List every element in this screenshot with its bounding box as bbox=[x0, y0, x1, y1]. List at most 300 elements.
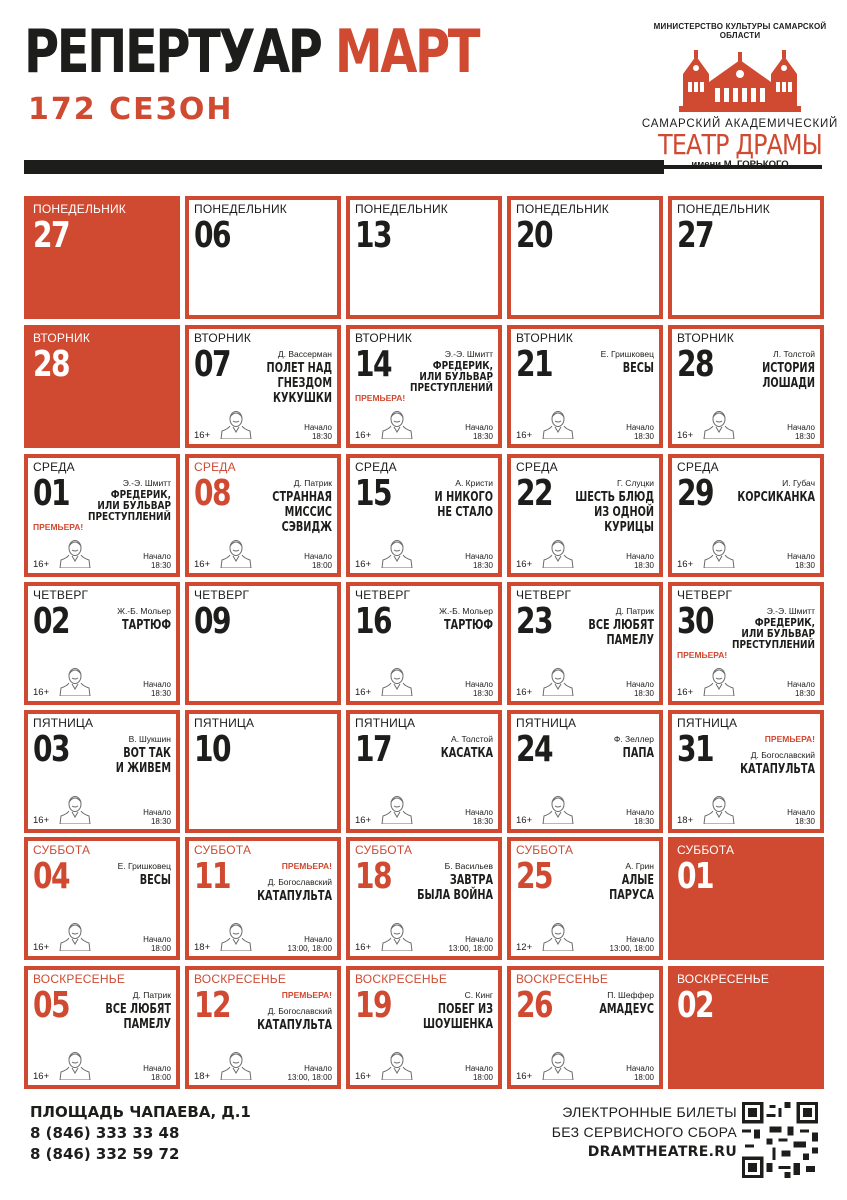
date-number: 13 bbox=[355, 215, 391, 256]
performance-info bbox=[220, 861, 332, 904]
weekday-label: ЧЕТВЕРГ bbox=[677, 588, 733, 602]
date-number: 27 bbox=[677, 215, 713, 256]
start-time bbox=[626, 1064, 654, 1082]
date-number: 09 bbox=[194, 601, 230, 642]
calendar-day-cell[interactable] bbox=[24, 837, 180, 960]
start-time bbox=[143, 1064, 171, 1082]
play-author: Ж.-Б. Мольер bbox=[117, 606, 171, 616]
date-number: 02 bbox=[33, 601, 69, 642]
age-rating: 16+ bbox=[33, 1071, 50, 1082]
gorky-bust-icon bbox=[219, 921, 253, 956]
calendar-day-cell[interactable] bbox=[507, 325, 663, 448]
play-author: И. Губач bbox=[782, 478, 815, 488]
start-time-value: 18:30 bbox=[794, 816, 815, 826]
play-author: Д. Богославский bbox=[267, 1006, 332, 1016]
performance-info bbox=[703, 606, 815, 651]
play-author: Э.-Э. Шмитт bbox=[766, 606, 815, 616]
start-time bbox=[787, 552, 815, 570]
play-author: Б. Васильев bbox=[444, 861, 493, 871]
age-rating: 16+ bbox=[516, 1071, 533, 1082]
performance-info bbox=[542, 990, 654, 1017]
calendar-day-cell[interactable] bbox=[507, 710, 663, 833]
calendar-day-cell bbox=[185, 710, 341, 833]
academic-label: САМАРСКИЙ АКАДЕМИЧЕСКИЙ bbox=[641, 118, 839, 130]
weekday-label: ВТОРНИК bbox=[355, 331, 413, 345]
calendar-day-cell[interactable] bbox=[507, 582, 663, 705]
premiere-badge: ПРЕМЬЕРА! bbox=[355, 393, 406, 403]
play-author: А. Кристи bbox=[455, 478, 493, 488]
date-number: 16 bbox=[355, 601, 391, 642]
gorky-bust-icon bbox=[702, 794, 736, 829]
play-author: П. Шеффер bbox=[607, 990, 654, 1000]
performance-info bbox=[59, 734, 171, 776]
calendar-day-cell[interactable] bbox=[346, 710, 502, 833]
calendar-day-cell bbox=[668, 837, 824, 960]
calendar-day-cell[interactable] bbox=[668, 710, 824, 833]
performance-info bbox=[542, 606, 654, 648]
weekday-label: ЧЕТВЕРГ bbox=[355, 588, 411, 602]
start-label: Начало bbox=[143, 679, 171, 689]
play-title[interactable]: СТРАННАЯ МИССИС СЭВИДЖ bbox=[272, 489, 332, 536]
performance-info bbox=[703, 349, 815, 391]
play-author: А. Толстой bbox=[451, 734, 493, 744]
age-rating: 16+ bbox=[355, 942, 372, 953]
date-number: 04 bbox=[33, 856, 69, 897]
start-time-value: 18:00 bbox=[150, 943, 171, 953]
gorky-bust-icon bbox=[58, 794, 92, 829]
calendar-day-cell[interactable] bbox=[668, 454, 824, 577]
play-author: Д. Патрик bbox=[615, 606, 654, 616]
gorky-bust-icon bbox=[541, 921, 575, 956]
weekday-label: ЧЕТВЕРГ bbox=[516, 588, 572, 602]
play-title[interactable]: АЛЫЕ ПАРУСА bbox=[609, 872, 654, 904]
gorky-bust-icon bbox=[380, 409, 414, 444]
start-label: Начало bbox=[465, 807, 493, 817]
age-rating: 18+ bbox=[194, 942, 211, 953]
start-time-value: 13:00, 18:00 bbox=[609, 943, 654, 953]
start-label: Начало bbox=[304, 551, 332, 561]
play-title[interactable]: ТАРТЮФ bbox=[122, 617, 171, 634]
ministry-label: МИНИСТЕРСТВО КУЛЬТУРЫ САМАРСКОЙ ОБЛАСТИ bbox=[653, 22, 827, 40]
weekday-label: ВОСКРЕСЕНЬЕ bbox=[355, 972, 448, 986]
weekday-label: ВТОРНИК bbox=[516, 331, 574, 345]
date-number: 30 bbox=[677, 601, 713, 642]
play-author: Э.-Э. Шмитт bbox=[122, 478, 171, 488]
theatre-building-icon bbox=[675, 48, 805, 114]
play-title[interactable]: ПАПА bbox=[622, 745, 654, 762]
weekday-label: ПЯТНИЦА bbox=[516, 716, 577, 730]
play-title[interactable]: КАТАПУЛЬТА bbox=[257, 888, 332, 905]
weekday-label: СУББОТА bbox=[355, 843, 413, 857]
play-title[interactable]: ПОБЕГ ИЗ ШОУШЕНКА bbox=[422, 1001, 493, 1033]
start-label: Начало bbox=[465, 422, 493, 432]
premiere-badge: ПРЕМЬЕРА! bbox=[677, 650, 728, 660]
date-number: 11 bbox=[194, 856, 230, 897]
performance-info bbox=[542, 349, 654, 376]
start-time bbox=[465, 680, 493, 698]
calendar-day-cell[interactable] bbox=[185, 325, 341, 448]
play-title[interactable]: АМАДЕУС bbox=[599, 1001, 654, 1018]
weekday-label: ЧЕТВЕРГ bbox=[194, 588, 250, 602]
gorky-bust-icon bbox=[58, 1050, 92, 1085]
age-rating: 16+ bbox=[194, 430, 211, 441]
title-main: РЕПЕРТУАР bbox=[24, 17, 321, 87]
play-author: Е. Гришковец bbox=[117, 861, 171, 871]
calendar-day-cell[interactable] bbox=[668, 582, 824, 705]
calendar-day-cell[interactable] bbox=[346, 325, 502, 448]
weekday-label: ПОНЕДЕЛЬНИК bbox=[33, 202, 126, 216]
start-time bbox=[304, 423, 332, 441]
calendar-day-cell[interactable] bbox=[346, 582, 502, 705]
performance-info bbox=[542, 734, 654, 761]
theatre-name: ТЕАТР ДРАМЫ bbox=[658, 128, 822, 161]
start-time-value: 18:30 bbox=[150, 688, 171, 698]
start-label: Начало bbox=[465, 679, 493, 689]
start-time-value: 13:00, 18:00 bbox=[287, 1072, 332, 1082]
start-label: Начало bbox=[143, 934, 171, 944]
weekday-label: ВТОРНИК bbox=[194, 331, 252, 345]
play-author: Е. Гришковец bbox=[600, 349, 654, 359]
weekday-label: СРЕДА bbox=[33, 460, 75, 474]
tickets-line-1: ЭЛЕКТРОННЫЕ БИЛЕТЫ bbox=[562, 1104, 737, 1120]
age-rating: 16+ bbox=[33, 942, 50, 953]
start-label: Начало bbox=[626, 551, 654, 561]
start-time bbox=[610, 935, 654, 953]
age-rating: 16+ bbox=[355, 815, 372, 826]
gorky-bust-icon bbox=[219, 409, 253, 444]
age-rating: 18+ bbox=[194, 1071, 211, 1082]
gorky-bust-icon bbox=[541, 538, 575, 573]
start-label: Начало bbox=[465, 934, 493, 944]
start-time-value: 18:30 bbox=[150, 816, 171, 826]
play-title[interactable]: ШЕСТЬ БЛЮД ИЗ ОДНОЙ КУРИЦЫ bbox=[575, 489, 654, 536]
start-label: Начало bbox=[143, 807, 171, 817]
date-number: 07 bbox=[194, 344, 230, 385]
calendar-day-cell[interactable] bbox=[24, 582, 180, 705]
calendar-day-cell[interactable] bbox=[507, 454, 663, 577]
start-time bbox=[465, 808, 493, 826]
performance-info bbox=[220, 990, 332, 1033]
date-number: 03 bbox=[33, 729, 69, 770]
season-label: 172 СЕЗОН bbox=[28, 92, 234, 127]
age-rating: 16+ bbox=[355, 430, 372, 441]
gorky-bust-icon bbox=[58, 666, 92, 701]
start-time bbox=[465, 423, 493, 441]
start-time-value: 18:30 bbox=[794, 560, 815, 570]
start-label: Начало bbox=[626, 807, 654, 817]
weekday-label: ЧЕТВЕРГ bbox=[33, 588, 89, 602]
contact-block bbox=[30, 1102, 251, 1165]
phone-1[interactable]: 8 (846) 333 33 48 bbox=[30, 1124, 180, 1142]
weekday-label: ПОНЕДЕЛЬНИК bbox=[677, 202, 770, 216]
date-number: 26 bbox=[516, 985, 552, 1026]
play-title[interactable]: ВСЕ ЛЮБЯТ ПАМЕЛУ bbox=[105, 1001, 171, 1033]
play-author: Д. Патрик bbox=[293, 478, 332, 488]
calendar-day-cell bbox=[24, 325, 180, 448]
premiere-badge: ПРЕМЬЕРА! bbox=[33, 522, 84, 532]
date-number: 27 bbox=[33, 215, 69, 256]
weekday-label: ВОСКРЕСЕНЬЕ bbox=[677, 972, 770, 986]
play-title[interactable]: ФРЕДЕРИК, ИЛИ БУЛЬВАР ПРЕСТУПЛЕНИЙ bbox=[731, 617, 815, 652]
repertoire-calendar-grid bbox=[24, 196, 824, 1088]
title-month: МАРТ bbox=[334, 17, 479, 87]
weekday-label: ПЯТНИЦА bbox=[355, 716, 416, 730]
gorky-bust-icon bbox=[541, 666, 575, 701]
age-rating: 16+ bbox=[516, 430, 533, 441]
start-time-value: 18:30 bbox=[311, 431, 332, 441]
theatre-logo[interactable] bbox=[640, 22, 840, 170]
age-rating: 16+ bbox=[194, 559, 211, 570]
start-time-value: 18:00 bbox=[633, 1072, 654, 1082]
gorky-bust-icon bbox=[702, 538, 736, 573]
age-rating: 16+ bbox=[33, 815, 50, 826]
gorky-bust-icon bbox=[380, 794, 414, 829]
start-time bbox=[787, 680, 815, 698]
gorky-bust-icon bbox=[380, 538, 414, 573]
start-time-value: 18:00 bbox=[150, 1072, 171, 1082]
performance-info bbox=[220, 349, 332, 407]
performance-info bbox=[703, 478, 815, 505]
play-title[interactable]: ЗАВТРА БЫЛА ВОЙНА bbox=[417, 872, 493, 904]
tickets-block bbox=[552, 1102, 737, 1162]
date-number: 24 bbox=[516, 729, 552, 770]
play-title[interactable]: ВЕСЫ bbox=[139, 872, 171, 889]
play-title[interactable]: ТАРТЮФ bbox=[444, 617, 493, 634]
play-author: Д. Богославский bbox=[267, 877, 332, 887]
play-author: Ж.-Б. Мольер bbox=[439, 606, 493, 616]
play-author: Г. Слуцки bbox=[617, 478, 654, 488]
page-title bbox=[24, 17, 479, 87]
date-number: 08 bbox=[194, 473, 230, 514]
gorky-bust-icon bbox=[380, 666, 414, 701]
weekday-label: ВОСКРЕСЕНЬЕ bbox=[516, 972, 609, 986]
play-title[interactable]: КАТАПУЛЬТА bbox=[257, 1017, 332, 1034]
weekday-label: ПОНЕДЕЛЬНИК bbox=[355, 202, 448, 216]
start-time-value: 18:30 bbox=[633, 431, 654, 441]
performance-info bbox=[381, 349, 493, 394]
weekday-label: СУББОТА bbox=[194, 843, 252, 857]
age-rating: 16+ bbox=[355, 559, 372, 570]
start-time bbox=[626, 680, 654, 698]
weekday-label: СУББОТА bbox=[516, 843, 574, 857]
gorky-bust-icon bbox=[541, 1050, 575, 1085]
weekday-label: ПОНЕДЕЛЬНИК bbox=[194, 202, 287, 216]
gorky-bust-icon bbox=[541, 409, 575, 444]
play-title[interactable]: КОРСИКАНКА bbox=[737, 489, 815, 506]
phone-2[interactable]: 8 (846) 332 59 72 bbox=[30, 1145, 180, 1163]
start-label: Начало bbox=[626, 679, 654, 689]
date-number: 18 bbox=[355, 856, 391, 897]
performance-info bbox=[59, 478, 171, 523]
date-number: 15 bbox=[355, 473, 391, 514]
date-number: 01 bbox=[33, 473, 69, 514]
weekday-label: ПОНЕДЕЛЬНИК bbox=[516, 202, 609, 216]
performance-info bbox=[542, 478, 654, 536]
start-time bbox=[626, 808, 654, 826]
calendar-day-cell[interactable] bbox=[668, 325, 824, 448]
date-number: 17 bbox=[355, 729, 391, 770]
play-author: Ф. Зеллер bbox=[613, 734, 654, 744]
start-label: Начало bbox=[626, 934, 654, 944]
theatre-named-after: имени М. ГОРЬКОГО bbox=[691, 159, 789, 171]
calendar-day-cell bbox=[507, 196, 663, 319]
date-number: 31 bbox=[677, 729, 713, 770]
calendar-day-cell[interactable] bbox=[185, 837, 341, 960]
calendar-day-cell[interactable] bbox=[185, 966, 341, 1089]
start-time bbox=[143, 935, 171, 953]
calendar-day-cell bbox=[668, 196, 824, 319]
performance-info bbox=[703, 734, 815, 777]
start-time bbox=[787, 423, 815, 441]
start-label: Начало bbox=[304, 422, 332, 432]
start-time-value: 18:30 bbox=[633, 688, 654, 698]
calendar-day-cell bbox=[185, 582, 341, 705]
gorky-bust-icon bbox=[702, 666, 736, 701]
calendar-day-cell[interactable] bbox=[346, 966, 502, 1089]
age-rating: 16+ bbox=[677, 687, 694, 698]
start-time-value: 18:30 bbox=[472, 431, 493, 441]
start-time-value: 18:00 bbox=[311, 560, 332, 570]
play-title[interactable]: КАТАПУЛЬТА bbox=[740, 761, 815, 778]
start-time bbox=[626, 423, 654, 441]
start-time bbox=[288, 1064, 332, 1082]
start-time bbox=[143, 552, 171, 570]
start-label: Начало bbox=[787, 807, 815, 817]
start-label: Начало bbox=[787, 679, 815, 689]
start-time-value: 18:30 bbox=[794, 688, 815, 698]
date-number: 06 bbox=[194, 215, 230, 256]
weekday-label: ПЯТНИЦА bbox=[194, 716, 255, 730]
date-number: 05 bbox=[33, 985, 69, 1026]
date-number: 02 bbox=[677, 985, 713, 1026]
performance-info bbox=[59, 606, 171, 633]
play-author: Э.-Э. Шмитт bbox=[444, 349, 493, 359]
play-author: В. Шукшин bbox=[128, 734, 171, 744]
date-number: 25 bbox=[516, 856, 552, 897]
start-label: Начало bbox=[143, 551, 171, 561]
play-title[interactable]: И НИКОГО НЕ СТАЛО bbox=[434, 489, 493, 521]
qr-code-icon[interactable] bbox=[742, 1102, 818, 1178]
gorky-bust-icon bbox=[541, 794, 575, 829]
age-rating: 18+ bbox=[677, 815, 694, 826]
performance-info bbox=[381, 478, 493, 520]
calendar-day-cell[interactable] bbox=[185, 454, 341, 577]
start-label: Начало bbox=[465, 551, 493, 561]
age-rating: 16+ bbox=[33, 559, 50, 570]
weekday-label: СРЕДА bbox=[355, 460, 397, 474]
performance-info bbox=[381, 606, 493, 633]
play-title[interactable]: КАСАТКА bbox=[440, 745, 493, 762]
date-number: 21 bbox=[516, 344, 552, 385]
calendar-day-cell[interactable] bbox=[346, 454, 502, 577]
calendar-day-cell[interactable] bbox=[24, 966, 180, 1089]
play-title[interactable]: ФРЕДЕРИК, ИЛИ БУЛЬВАР ПРЕСТУПЛЕНИЙ bbox=[87, 489, 171, 524]
age-rating: 16+ bbox=[677, 430, 694, 441]
start-time bbox=[143, 680, 171, 698]
gorky-bust-icon bbox=[380, 1050, 414, 1085]
date-number: 22 bbox=[516, 473, 552, 514]
start-time bbox=[449, 935, 493, 953]
weekday-label: СУББОТА bbox=[33, 843, 91, 857]
start-label: Начало bbox=[787, 422, 815, 432]
start-time bbox=[288, 935, 332, 953]
start-time bbox=[626, 552, 654, 570]
weekday-label: ПЯТНИЦА bbox=[33, 716, 94, 730]
play-title[interactable]: ВСЕ ЛЮБЯТ ПАМЕЛУ bbox=[588, 617, 654, 649]
gorky-bust-icon bbox=[219, 1050, 253, 1085]
premiere-badge: ПРЕМЬЕРА! bbox=[764, 734, 815, 744]
performance-info bbox=[381, 861, 493, 903]
play-title[interactable]: ВОТ ТАК И ЖИВЕМ bbox=[115, 745, 171, 777]
calendar-day-cell[interactable] bbox=[507, 966, 663, 1089]
play-author: Д. Патрик bbox=[132, 990, 171, 1000]
start-time-value: 18:30 bbox=[472, 688, 493, 698]
date-number: 14 bbox=[355, 344, 391, 385]
website-link[interactable]: DRAMTHEATRE.RU bbox=[587, 1144, 737, 1160]
weekday-label: СРЕДА bbox=[677, 460, 719, 474]
gorky-bust-icon bbox=[58, 921, 92, 956]
address: ПЛОЩАДЬ ЧАПАЕВА, Д.1 bbox=[30, 1103, 251, 1121]
start-label: Начало bbox=[465, 1063, 493, 1073]
play-title[interactable]: ФРЕДЕРИК, ИЛИ БУЛЬВАР ПРЕСТУПЛЕНИЙ bbox=[409, 360, 493, 395]
start-time-value: 18:30 bbox=[794, 431, 815, 441]
play-title[interactable]: ВЕСЫ bbox=[622, 360, 654, 377]
performance-info bbox=[381, 734, 493, 761]
calendar-day-cell[interactable] bbox=[24, 710, 180, 833]
weekday-label: СУББОТА bbox=[677, 843, 735, 857]
start-time-value: 18:30 bbox=[150, 560, 171, 570]
start-time bbox=[304, 552, 332, 570]
start-label: Начало bbox=[304, 1063, 332, 1073]
age-rating: 16+ bbox=[355, 687, 372, 698]
date-number: 29 bbox=[677, 473, 713, 514]
play-title[interactable]: ИСТОРИЯ ЛОШАДИ bbox=[762, 360, 815, 392]
gorky-bust-icon bbox=[702, 409, 736, 444]
date-number: 01 bbox=[677, 856, 713, 897]
date-number: 20 bbox=[516, 215, 552, 256]
start-label: Начало bbox=[626, 1063, 654, 1073]
performance-info bbox=[59, 990, 171, 1032]
start-label: Начало bbox=[304, 934, 332, 944]
weekday-label: СРЕДА bbox=[194, 460, 236, 474]
start-label: Начало bbox=[787, 551, 815, 561]
date-number: 10 bbox=[194, 729, 230, 770]
start-time bbox=[787, 808, 815, 826]
play-author: С. Кинг bbox=[464, 990, 493, 1000]
play-title[interactable]: ПОЛЕТ НАД ГНЕЗДОМ КУКУШКИ bbox=[266, 360, 332, 407]
play-author: Д. Вассерман bbox=[277, 349, 332, 359]
age-rating: 16+ bbox=[33, 687, 50, 698]
date-number: 12 bbox=[194, 985, 230, 1026]
gorky-bust-icon bbox=[58, 538, 92, 573]
weekday-label: ПЯТНИЦА bbox=[677, 716, 738, 730]
age-rating: 16+ bbox=[516, 687, 533, 698]
calendar-day-cell[interactable] bbox=[346, 837, 502, 960]
performance-info bbox=[381, 990, 493, 1032]
start-time-value: 18:00 bbox=[472, 1072, 493, 1082]
premiere-badge: ПРЕМЬЕРА! bbox=[281, 861, 332, 871]
calendar-day-cell[interactable] bbox=[24, 454, 180, 577]
start-time bbox=[465, 1064, 493, 1082]
calendar-day-cell[interactable] bbox=[507, 837, 663, 960]
performance-info bbox=[220, 478, 332, 536]
date-number: 28 bbox=[677, 344, 713, 385]
start-time-value: 13:00, 18:00 bbox=[448, 943, 493, 953]
age-rating: 16+ bbox=[677, 559, 694, 570]
calendar-day-cell bbox=[24, 196, 180, 319]
play-author: Л. Толстой bbox=[773, 349, 815, 359]
calendar-day-cell bbox=[185, 196, 341, 319]
